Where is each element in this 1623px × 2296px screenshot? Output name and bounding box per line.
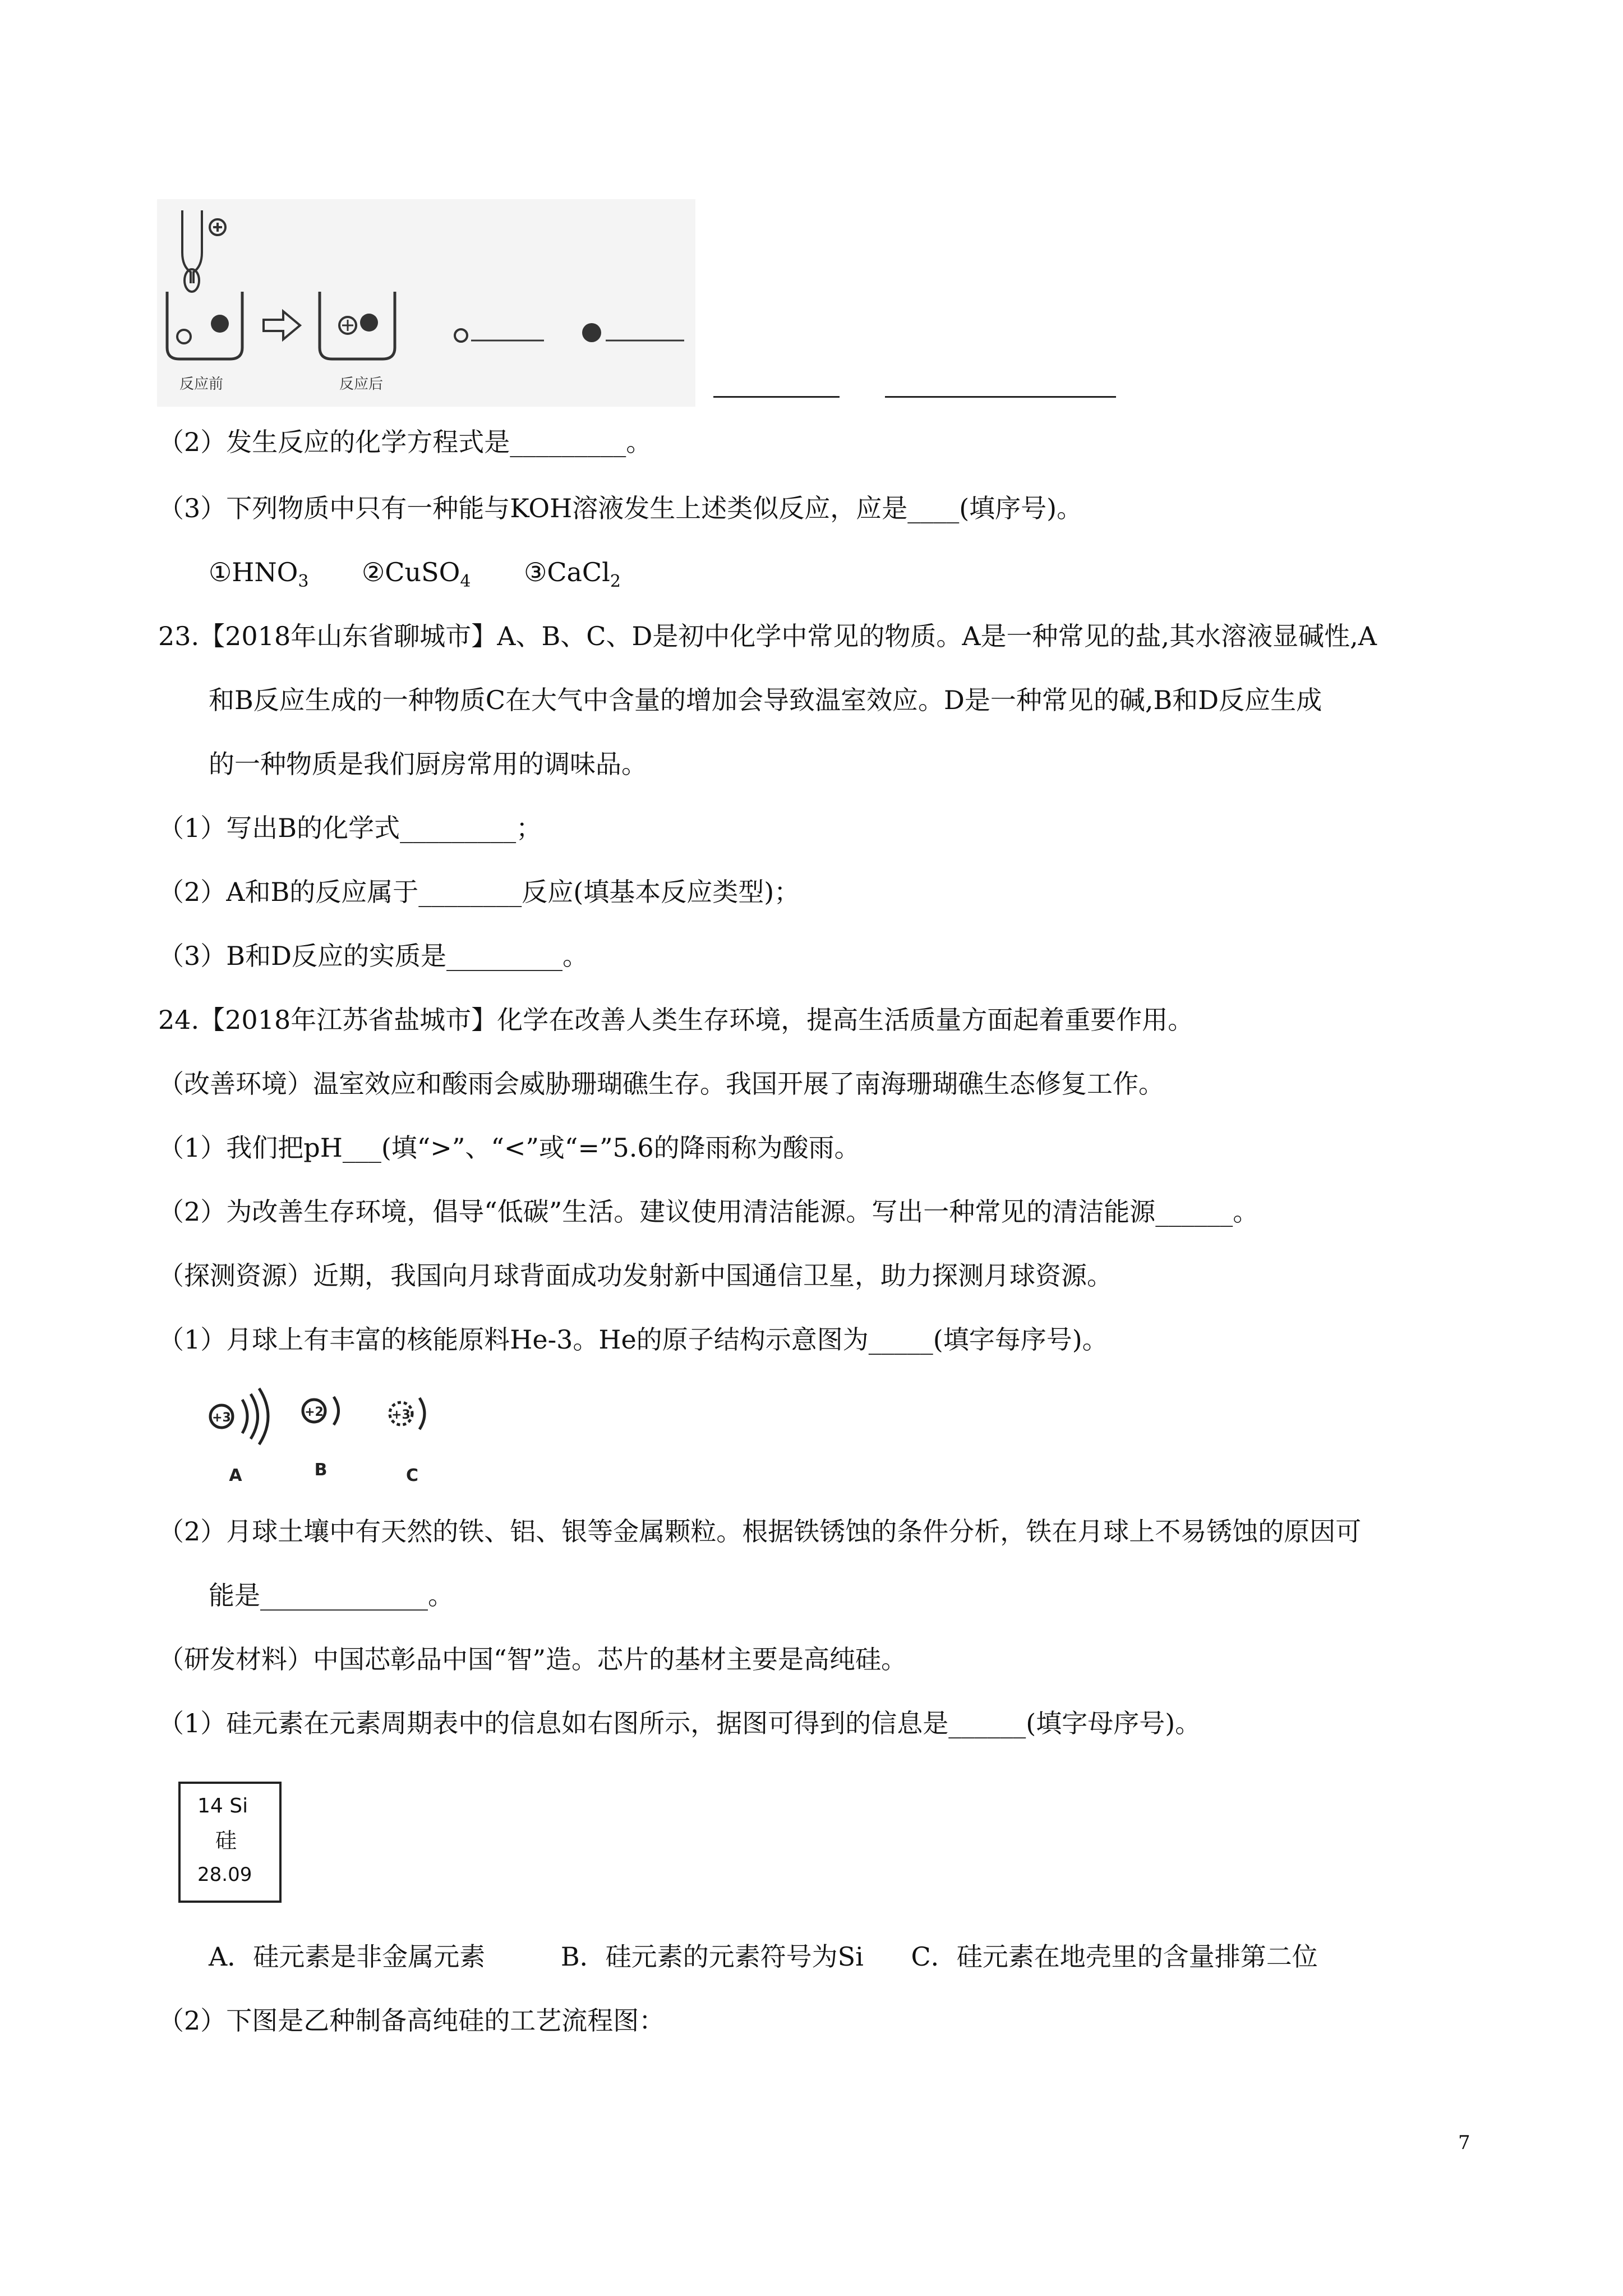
answer-blank xyxy=(713,396,840,398)
q24-environment-part1: （1）我们把pH___(填“>”、“<”或“=”5.6的降雨称为酸雨。 xyxy=(158,1133,860,1163)
q22-part3: （3）下列物质中只有一种能与KOH溶液发生上述类似反应，应是____(填序号)。 xyxy=(158,493,1083,523)
element-number-symbol: 14 Si xyxy=(197,1795,248,1818)
q24-stem: 24.【2018年江苏省盐城市】化学在改善人类生存环境，提高生活质量方面起着重要作用。 xyxy=(158,1005,1194,1035)
element-name: 硅 xyxy=(215,1828,237,1853)
solid-particle-icon xyxy=(582,323,601,342)
q24-explore-heading: （探测资源）近期，我国向月球背面成功发射新中国通信卫星，助力探测月球资源。 xyxy=(158,1260,1113,1291)
q24-explore-part2-line2: 能是_____________。 xyxy=(209,1580,454,1611)
q24-environment-heading: （改善环境）温室效应和酸雨会威胁珊瑚礁生存。我国开展了南海珊瑚礁生态修复工作。 xyxy=(158,1069,1164,1099)
option-1: $①HNO_3$ xyxy=(209,557,309,591)
choice-b: B．硅元素的元素符号为Si xyxy=(560,1941,864,1972)
q24-material-part1: （1）硅元素在元素周期表中的信息如右图所示，据图可得到的信息是______(填字母序号)。 xyxy=(158,1708,1201,1738)
q24-explore-part1: （1）月球上有丰富的核能原料He-3。He的原子结构示意图为_____(填字每序号)。 xyxy=(158,1324,1108,1355)
periodic-element-cell xyxy=(178,1782,282,1903)
atom-b-nucleus: +2 xyxy=(305,1405,324,1419)
option-2: ②CuSO$_4$ xyxy=(362,557,471,591)
answer-blank xyxy=(885,396,1116,398)
page-number: 7 xyxy=(1458,2132,1470,2154)
label-after: 反应后 xyxy=(339,376,384,393)
q23-stem-line2: 和B反应生成的一种物质C在大气中含量的增加会导致温室效应。D是一种常见的碱,B和D反应生成 xyxy=(209,685,1322,715)
atom-a-nucleus: +3 xyxy=(212,1411,231,1425)
q23-stem-line3: 的一种物质是我们厨房常用的调味品。 xyxy=(209,749,647,779)
q23-part2: （2）A和B的反应属于________反应(填基本反应类型)； xyxy=(158,877,800,907)
element-mass: 28.09 xyxy=(197,1864,252,1886)
atom-structure-diagrams xyxy=(196,1386,454,1492)
q22-part2: （2）发生反应的化学方程式是_________。 xyxy=(158,427,652,457)
atom-c-nucleus: +3 xyxy=(391,1408,411,1422)
choice-c: C．硅元素在地壳里的含量排第二位 xyxy=(911,1941,1318,1972)
q24-explore-part2-line1: （2）月球土壤中有天然的铁、铝、银等金属颗粒。根据铁锈蚀的条件分析，铁在月球上不易锈蚀的原因可 xyxy=(158,1516,1362,1547)
q24-material-part2: （2）下图是乙种制备高纯硅的工艺流程图： xyxy=(158,2005,665,2036)
atom-a-label: A xyxy=(229,1466,242,1485)
option-3: ③CaCl$_2$ xyxy=(524,557,621,591)
q23-part3: （3）B和D反应的实质是_________。 xyxy=(158,941,588,971)
q23-stem-line1: 23.【2018年山东省聊城市】A、B、C、D是初中化学中常见的物质。A是一种常见的盐,其水溶液显碱性,A xyxy=(158,621,1377,651)
reaction-diagram xyxy=(157,199,695,407)
diagram-background xyxy=(157,199,695,407)
q24-environment-part2: （2）为改善生存环境，倡导“低碳”生活。建议使用清洁能源。写出一种常见的清洁能源______。 xyxy=(158,1197,1259,1227)
label-before: 反应前 xyxy=(179,376,224,393)
q23-part1: （1）写出B的化学式_________； xyxy=(158,813,542,843)
choice-a: A．硅元素是非金属元素 xyxy=(209,1941,486,1972)
q24-choices xyxy=(209,1940,1318,1973)
atom-c-label: C xyxy=(405,1466,419,1485)
atom-b-label: B xyxy=(314,1460,328,1480)
q22-options xyxy=(209,555,621,589)
q24-material-heading: （研发材料）中国芯彰品中国“智”造。芯片的基材主要是高纯硅。 xyxy=(158,1644,907,1674)
